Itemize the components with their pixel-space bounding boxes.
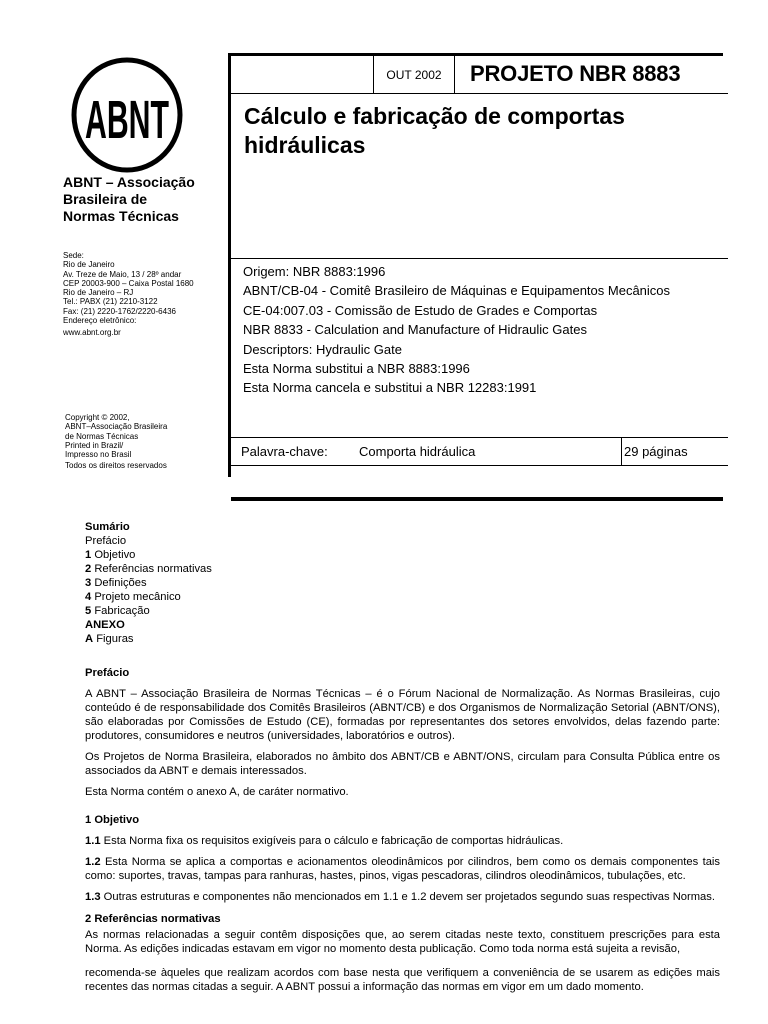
summary-item[interactable]: 5 Fabricação [85, 605, 150, 617]
copyright-line: Impresso no Brasil [65, 450, 132, 460]
document-info [243, 262, 723, 398]
objective-item: 1.1 Esta Norma fixa os requisitos exigíveis para o cálculo e fabricação de comportas hidráulicas. [85, 835, 564, 847]
address-line: Rio de Janeiro – RJ [63, 288, 134, 298]
standard-id: PROJETO NBR 8883 [470, 61, 681, 86]
copyright-line: Copyright © 2002, [65, 413, 130, 422]
document-title [244, 102, 714, 160]
summary-item[interactable]: 4 Projeto mecânico [85, 591, 181, 603]
org-name-line: Brasileira de [63, 191, 148, 207]
copyright-block [65, 413, 230, 471]
copyright-line: Printed in Brazil/ [65, 440, 124, 450]
info-rule [231, 258, 728, 259]
website-link[interactable]: www.abnt.org.br [63, 328, 121, 338]
summary-heading: Sumário [85, 521, 130, 533]
info-line: ABNT/CB-04 - Comitê Brasileiro de Máquinas e Equipamentos Mecânicos [243, 283, 671, 299]
references-paragraph: As normas relacionadas a seguir contêm disposições que, ao serem citadas neste texto, constituem prescrições para esta Norma. As edições indicadas estavam em vigor no momento desta publicação. Como toda norma está sujeita a revisão, [85, 929, 720, 955]
logo-text: ABNT [85, 90, 170, 150]
address-block [63, 251, 228, 338]
summary-list [85, 534, 720, 646]
references-heading: 2 Referências normativas [85, 913, 221, 925]
summary-item[interactable]: 3 Definições [85, 577, 147, 589]
organization-name [63, 174, 223, 225]
summary-item[interactable]: 1 Objetivo [85, 549, 136, 561]
keyword-separator [621, 438, 622, 465]
preface-heading: Prefácio [85, 667, 130, 679]
title-line: Cálculo e fabricação de comportas [244, 103, 625, 129]
address-line: Sede: [63, 251, 84, 260]
copyright-line: ABNT–Associação Brasileira [65, 422, 168, 432]
address-line: Av. Treze de Maio, 13 / 28º andar [63, 269, 182, 279]
info-line: Descriptors: Hydraulic Gate [243, 341, 402, 357]
info-line: Origem: NBR 8883:1996 [243, 264, 386, 279]
org-name-line: ABNT – Associação [63, 174, 195, 190]
keyword-label: Palavra-chave: [241, 444, 328, 459]
info-line: Esta Norma cancela e substitui a NBR 12283:1991 [243, 380, 537, 396]
abnt-logo [70, 58, 184, 172]
objective-heading: 1 Objetivo [85, 814, 140, 826]
preface-paragraph: A ABNT – Associação Brasileira de Normas Técnicas – é o Fórum Nacional de Normalização. As Normas Brasileiras, cujo conteúdo é de responsabilidade dos Comitês Brasileiros (ABNT/CB) e dos Organismos de Normalização Setorial (ABNT/ONS), são elaboradas por Comissões de Estudo (CE), formadas por representantes dos setores envolvidos, delas fazendo parte: produtores, consumidores e neutros (universidades, laboratórios e outros). [85, 688, 720, 742]
title-line: hidráulicas [244, 132, 366, 158]
date-box [373, 56, 455, 94]
summary-item[interactable]: Prefácio [85, 535, 127, 547]
keyword-value: Comporta hidráulica [359, 444, 476, 459]
address-line: Fax: (21) 2220-1762/2220-6436 [63, 306, 176, 316]
copyright-line: Todos os direitos reservados [65, 461, 167, 471]
summary-item[interactable]: ANEXO [85, 619, 125, 631]
header-bottom-rule [231, 497, 723, 501]
title-rule [231, 93, 728, 94]
info-line: NBR 8833 - Calculation and Manufacture of Hidraulic Gates [243, 322, 587, 338]
references-paragraph: recomenda-se àqueles que realizam acordos com base nesta que verifiquem a conveniência de se usarem as edições mais recentes das normas citadas a seguir. A ABNT possui a informação das normas em vigor em um dado momento. [85, 967, 720, 993]
info-line: Esta Norma substitui a NBR 8883:1996 [243, 360, 470, 376]
objective-item: 1.2 Esta Norma se aplica a comportas e acionamentos oleodinâmicos por cilindros, bem como os demais componentes tais como: suportes, travas, tampas para ranhuras, hastes, pinos, vigas pescadoras, cilindros oleodinâmicos, tubulações, etc. [85, 856, 721, 882]
copyright-line: de Normas Técnicas [65, 431, 139, 441]
address-line: Rio de Janeiro [63, 260, 115, 270]
summary-item[interactable]: A Figuras [85, 633, 134, 645]
address-line: Endereço eletrônico: [63, 316, 137, 326]
page-count: 29 páginas [624, 444, 688, 459]
objective-item: 1.3 Outras estruturas e componentes não mencionados em 1.1 e 1.2 devem ser projetados segundo suas respectivas Normas. [85, 891, 715, 903]
summary-item[interactable]: 2 Referências normativas [85, 563, 212, 575]
address-line: CEP 20003-900 – Caixa Postal 1680 [63, 278, 194, 288]
publication-date: OUT 2002 [386, 67, 442, 82]
header-top-rule [231, 53, 723, 56]
keyword-box [231, 437, 728, 466]
header-vertical-rule [228, 53, 231, 477]
org-name-line: Normas Técnicas [63, 208, 179, 224]
document-body [85, 520, 720, 1001]
info-line: CE-04:007.03 - Comissão de Estudo de Grades e Comportas [243, 302, 598, 318]
preface-paragraph: Esta Norma contém o anexo A, de caráter normativo. [85, 786, 349, 798]
preface-paragraph: Os Projetos de Norma Brasileira, elaborados no âmbito dos ABNT/CB e ABNT/ONS, circulam para Consulta Pública entre os associados da ABNT e demais interessados. [85, 751, 720, 777]
address-line: Tel.: PABX (21) 2210-3122 [63, 297, 158, 307]
